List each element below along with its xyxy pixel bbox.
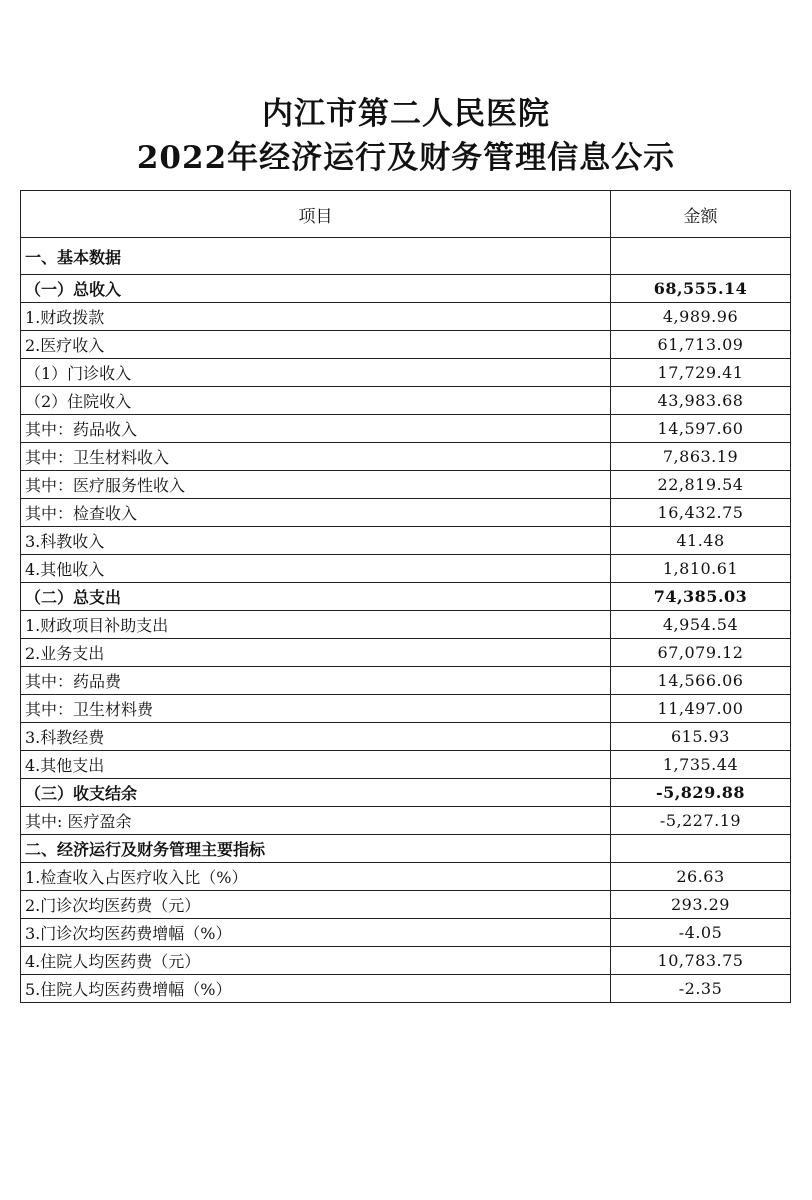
row-item-label: 其中：卫生材料收入 bbox=[21, 443, 611, 471]
row-amount-value: 4,989.96 bbox=[611, 303, 791, 331]
row-amount-value: 16,432.75 bbox=[611, 499, 791, 527]
row-amount-value: 1,735.44 bbox=[611, 751, 791, 779]
table-row bbox=[21, 835, 791, 863]
row-item-label: 其中: 医疗盈余 bbox=[21, 807, 611, 835]
row-item-label: 2.门诊次均医药费（元） bbox=[21, 891, 611, 919]
table-row bbox=[21, 695, 791, 723]
row-item-label: 4.其他支出 bbox=[21, 751, 611, 779]
document-title bbox=[0, 92, 812, 180]
table-row bbox=[21, 415, 791, 443]
table-row bbox=[21, 443, 791, 471]
row-amount-value: 1,810.61 bbox=[611, 555, 791, 583]
row-amount-value: 293.29 bbox=[611, 891, 791, 919]
row-item-label: 1.财政项目补助支出 bbox=[21, 611, 611, 639]
row-amount-value: 67,079.12 bbox=[611, 639, 791, 667]
row-item-label: 1.财政拨款 bbox=[21, 303, 611, 331]
row-amount-value: 61,713.09 bbox=[611, 331, 791, 359]
table-row bbox=[21, 723, 791, 751]
row-item-label: 4.其他收入 bbox=[21, 555, 611, 583]
row-item-label: 其中：卫生材料费 bbox=[21, 695, 611, 723]
row-item-label: 其中：药品收入 bbox=[21, 415, 611, 443]
table-row bbox=[21, 471, 791, 499]
row-item-label: 3.门诊次均医药费增幅（%） bbox=[21, 919, 611, 947]
row-item-label: 其中：药品费 bbox=[21, 667, 611, 695]
row-amount-value: 11,497.00 bbox=[611, 695, 791, 723]
row-amount-value: 22,819.54 bbox=[611, 471, 791, 499]
table-row bbox=[21, 238, 791, 275]
table-row bbox=[21, 527, 791, 555]
row-amount-value: -5,227.19 bbox=[611, 807, 791, 835]
table-row bbox=[21, 751, 791, 779]
table-row bbox=[21, 275, 791, 303]
row-amount-value: -4.05 bbox=[611, 919, 791, 947]
row-item-label: 2.医疗收入 bbox=[21, 331, 611, 359]
table-row bbox=[21, 639, 791, 667]
table-row bbox=[21, 947, 791, 975]
table-row bbox=[21, 359, 791, 387]
finance-table bbox=[20, 190, 791, 1003]
table-row bbox=[21, 919, 791, 947]
row-item-label: 二、经济运行及财务管理主要指标 bbox=[21, 835, 611, 863]
table-row bbox=[21, 807, 791, 835]
table-row bbox=[21, 611, 791, 639]
row-amount-value: 26.63 bbox=[611, 863, 791, 891]
row-amount-value: 14,597.60 bbox=[611, 415, 791, 443]
table-header-row bbox=[21, 191, 791, 238]
row-item-label: 一、基本数据 bbox=[21, 238, 611, 275]
row-amount-value: 41.48 bbox=[611, 527, 791, 555]
row-amount-value bbox=[611, 835, 791, 863]
table-row bbox=[21, 975, 791, 1003]
table-row bbox=[21, 499, 791, 527]
row-amount-value: -2.35 bbox=[611, 975, 791, 1003]
title-line-hospital-name: 内江市第二人民医院 bbox=[262, 96, 550, 132]
row-item-label: 其中：医疗服务性收入 bbox=[21, 471, 611, 499]
header-amount: 金额 bbox=[611, 191, 791, 238]
row-item-label: （三）收支结余 bbox=[21, 779, 611, 807]
title-line-report-name: 2022年经济运行及财务管理信息公示 bbox=[136, 140, 676, 176]
row-item-label: 3.科教经费 bbox=[21, 723, 611, 751]
row-amount-value bbox=[611, 238, 791, 275]
row-item-label: 5.住院人均医药费增幅（%） bbox=[21, 975, 611, 1003]
row-item-label: 4.住院人均医药费（元） bbox=[21, 947, 611, 975]
row-amount-value: 7,863.19 bbox=[611, 443, 791, 471]
row-item-label: （一）总收入 bbox=[21, 275, 611, 303]
row-item-label: （1）门诊收入 bbox=[21, 359, 611, 387]
row-amount-value: 43,983.68 bbox=[611, 387, 791, 415]
row-amount-value: 10,783.75 bbox=[611, 947, 791, 975]
row-amount-value: 74,385.03 bbox=[611, 583, 791, 611]
row-amount-value: 4,954.54 bbox=[611, 611, 791, 639]
table-row bbox=[21, 303, 791, 331]
table-row bbox=[21, 863, 791, 891]
row-amount-value: -5,829.88 bbox=[611, 779, 791, 807]
row-amount-value: 68,555.14 bbox=[611, 275, 791, 303]
row-item-label: 2.业务支出 bbox=[21, 639, 611, 667]
header-item: 项目 bbox=[21, 191, 611, 238]
row-item-label: （2）住院收入 bbox=[21, 387, 611, 415]
table-row bbox=[21, 667, 791, 695]
row-item-label: 其中：检查收入 bbox=[21, 499, 611, 527]
row-item-label: （二）总支出 bbox=[21, 583, 611, 611]
row-amount-value: 615.93 bbox=[611, 723, 791, 751]
row-amount-value: 17,729.41 bbox=[611, 359, 791, 387]
table-row bbox=[21, 583, 791, 611]
table-row bbox=[21, 891, 791, 919]
table-body bbox=[21, 238, 791, 1003]
table-row bbox=[21, 387, 791, 415]
row-amount-value: 14,566.06 bbox=[611, 667, 791, 695]
table-row bbox=[21, 779, 791, 807]
row-item-label: 1.检查收入占医疗收入比（%） bbox=[21, 863, 611, 891]
row-item-label: 3.科教收入 bbox=[21, 527, 611, 555]
table-row bbox=[21, 555, 791, 583]
table-row bbox=[21, 331, 791, 359]
